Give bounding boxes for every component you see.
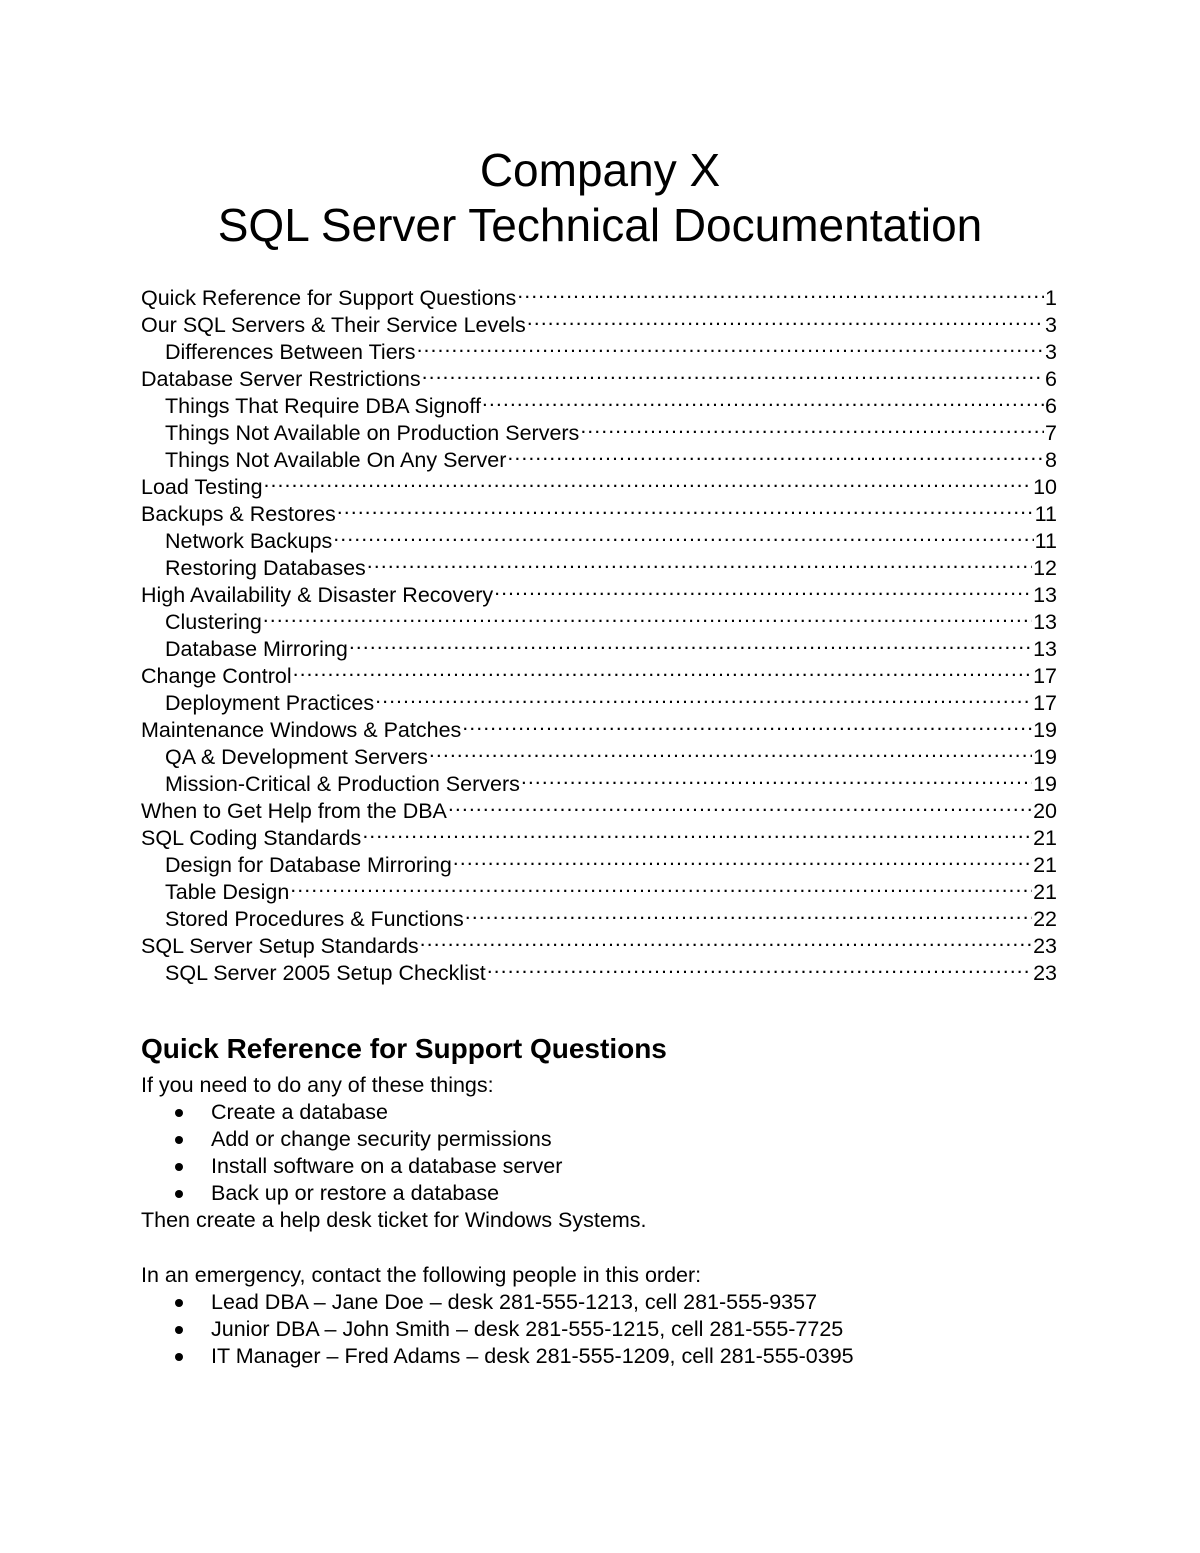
contact-item xyxy=(141,1316,854,1343)
toc-dot-leader xyxy=(362,818,1032,845)
toc-entry-label: Change Control xyxy=(141,664,292,688)
toc-entry-label: Mission-Critical & Production Servers xyxy=(165,772,520,796)
toc-entry-page-number: 13 xyxy=(1033,637,1057,661)
toc-entry-label: Differences Between Tiers xyxy=(165,340,416,364)
toc-entry[interactable] xyxy=(141,629,1057,661)
toc-entry-page-number: 6 xyxy=(1045,394,1057,418)
toc-entry-label: Load Testing xyxy=(141,475,263,499)
task-item xyxy=(141,1099,562,1126)
toc-entry-label: Things That Require DBA Signoff xyxy=(165,394,481,418)
toc-entry-label: SQL Server Setup Standards xyxy=(141,934,419,958)
toc-dot-leader xyxy=(453,845,1032,872)
task-item-text: Back up or restore a database xyxy=(211,1181,500,1205)
section-heading: Quick Reference for Support Questions xyxy=(141,1033,667,1064)
toc-dot-leader xyxy=(494,575,1032,602)
toc-dot-leader xyxy=(465,899,1032,926)
toc-entry-page-number: 7 xyxy=(1045,421,1057,445)
tasks-list xyxy=(141,1099,562,1207)
task-item-text: Install software on a database server xyxy=(211,1154,563,1178)
toc-entry-label: Design for Database Mirroring xyxy=(165,853,452,877)
toc-dot-leader xyxy=(420,926,1032,953)
toc-entry-page-number: 20 xyxy=(1033,799,1057,823)
task-item-text: Add or change security permissions xyxy=(211,1127,552,1151)
toc-entry-label: SQL Server 2005 Setup Checklist xyxy=(165,961,486,985)
toc-dot-leader xyxy=(349,629,1032,656)
toc-entry-page-number: 17 xyxy=(1033,691,1057,715)
toc-entry-page-number: 21 xyxy=(1033,826,1057,850)
toc-dot-leader xyxy=(290,872,1032,899)
toc-entry-page-number: 13 xyxy=(1033,610,1057,634)
toc-dot-leader xyxy=(462,710,1032,737)
contact-item xyxy=(141,1343,854,1370)
toc-entry-page-number: 21 xyxy=(1033,853,1057,877)
help-desk-instruction: Then create a help desk ticket for Windows Systems. xyxy=(141,1208,647,1232)
toc-entry-label: When to Get Help from the DBA xyxy=(141,799,447,823)
document-title-subject: SQL Server Technical Documentation xyxy=(217,199,983,251)
bullet-icon xyxy=(175,1326,183,1334)
toc-entry-label: Network Backups xyxy=(165,529,333,553)
task-item xyxy=(141,1153,562,1180)
toc-entry-page-number: 6 xyxy=(1045,367,1057,391)
toc-entry-page-number: 17 xyxy=(1033,664,1057,688)
toc-dot-leader xyxy=(375,683,1032,710)
toc-entry-label: High Availability & Disaster Recovery xyxy=(141,583,494,607)
toc-entry-page-number: 10 xyxy=(1033,475,1057,499)
bullet-icon xyxy=(175,1163,183,1171)
task-item-text: Create a database xyxy=(211,1100,388,1124)
toc-entry-page-number: 8 xyxy=(1045,448,1057,472)
table-of-contents xyxy=(141,278,1057,985)
toc-entry-page-number: 19 xyxy=(1033,718,1057,742)
bullet-icon xyxy=(175,1109,183,1117)
toc-dot-leader xyxy=(482,386,1044,413)
toc-entry-label: Stored Procedures & Functions xyxy=(165,907,464,931)
toc-dot-leader xyxy=(429,737,1032,764)
toc-dot-leader xyxy=(293,656,1032,683)
toc-entry-label: Table Design xyxy=(165,880,290,904)
task-item xyxy=(141,1180,562,1207)
toc-entry[interactable] xyxy=(141,278,1057,310)
toc-entry-page-number: 1 xyxy=(1045,286,1057,310)
toc-entry-label: Clustering xyxy=(165,610,262,634)
toc-entry-label: Things Not Available On Any Server xyxy=(165,448,507,472)
toc-entry-label: Our SQL Servers & Their Service Levels xyxy=(141,313,526,337)
toc-entry-page-number: 11 xyxy=(1034,502,1057,526)
toc-dot-leader xyxy=(337,494,1034,521)
toc-entry-label: Quick Reference for Support Questions xyxy=(141,286,517,310)
toc-dot-leader xyxy=(417,332,1044,359)
contact-item-text: IT Manager – Fred Adams – desk 281-555-1209, cell 281-555-0395 xyxy=(211,1344,854,1368)
contact-item-text: Lead DBA – Jane Doe – desk 281-555-1213, cell 281-555-9357 xyxy=(211,1290,818,1314)
document-title-company: Company X xyxy=(479,144,721,196)
emergency-intro: In an emergency, contact the following people in this order: xyxy=(141,1263,702,1287)
toc-entry-label: Maintenance Windows & Patches xyxy=(141,718,462,742)
toc-entry-label: Backups & Restores xyxy=(141,502,336,526)
bullet-icon xyxy=(175,1299,183,1307)
bullet-icon xyxy=(175,1190,183,1198)
toc-entry-page-number: 11 xyxy=(1034,529,1057,553)
toc-entry-label: Things Not Available on Production Servers xyxy=(165,421,580,445)
contact-item xyxy=(141,1289,854,1316)
toc-entry[interactable] xyxy=(141,467,1057,499)
toc-dot-leader xyxy=(263,602,1032,629)
toc-dot-leader xyxy=(580,413,1044,440)
toc-entry-label: Database Mirroring xyxy=(165,637,348,661)
toc-entry-label: Database Server Restrictions xyxy=(141,367,421,391)
toc-entry-page-number: 3 xyxy=(1045,340,1057,364)
toc-entry-page-number: 3 xyxy=(1045,313,1057,337)
toc-dot-leader xyxy=(333,521,1033,548)
toc-dot-leader xyxy=(507,440,1044,467)
emergency-contacts-list xyxy=(141,1289,854,1370)
task-item xyxy=(141,1126,562,1153)
toc-entry-label: QA & Development Servers xyxy=(165,745,428,769)
toc-dot-leader xyxy=(487,953,1032,980)
toc-entry-label: Restoring Databases xyxy=(165,556,366,580)
toc-entry-page-number: 21 xyxy=(1033,880,1057,904)
toc-entry-page-number: 13 xyxy=(1033,583,1057,607)
toc-dot-leader xyxy=(264,467,1033,494)
toc-entry-page-number: 23 xyxy=(1033,934,1057,958)
bullet-icon xyxy=(175,1136,183,1144)
contact-item-text: Junior DBA – John Smith – desk 281-555-1215, cell 281-555-7725 xyxy=(211,1317,844,1341)
toc-entry-label: Deployment Practices xyxy=(165,691,375,715)
toc-entry-label: SQL Coding Standards xyxy=(141,826,362,850)
toc-entry[interactable] xyxy=(141,494,1057,526)
toc-entry-page-number: 12 xyxy=(1033,556,1057,580)
tasks-intro: If you need to do any of these things: xyxy=(141,1073,494,1097)
bullet-icon xyxy=(175,1353,183,1361)
toc-dot-leader xyxy=(448,791,1032,818)
toc-dot-leader xyxy=(527,305,1044,332)
toc-entry-page-number: 22 xyxy=(1033,907,1057,931)
toc-dot-leader xyxy=(422,359,1044,386)
toc-entry-page-number: 19 xyxy=(1033,745,1057,769)
toc-dot-leader xyxy=(367,548,1032,575)
toc-entry-page-number: 19 xyxy=(1033,772,1057,796)
toc-dot-leader xyxy=(521,764,1032,791)
toc-entry-page-number: 23 xyxy=(1033,961,1057,985)
toc-dot-leader xyxy=(517,278,1044,305)
toc-entry[interactable] xyxy=(141,602,1057,634)
